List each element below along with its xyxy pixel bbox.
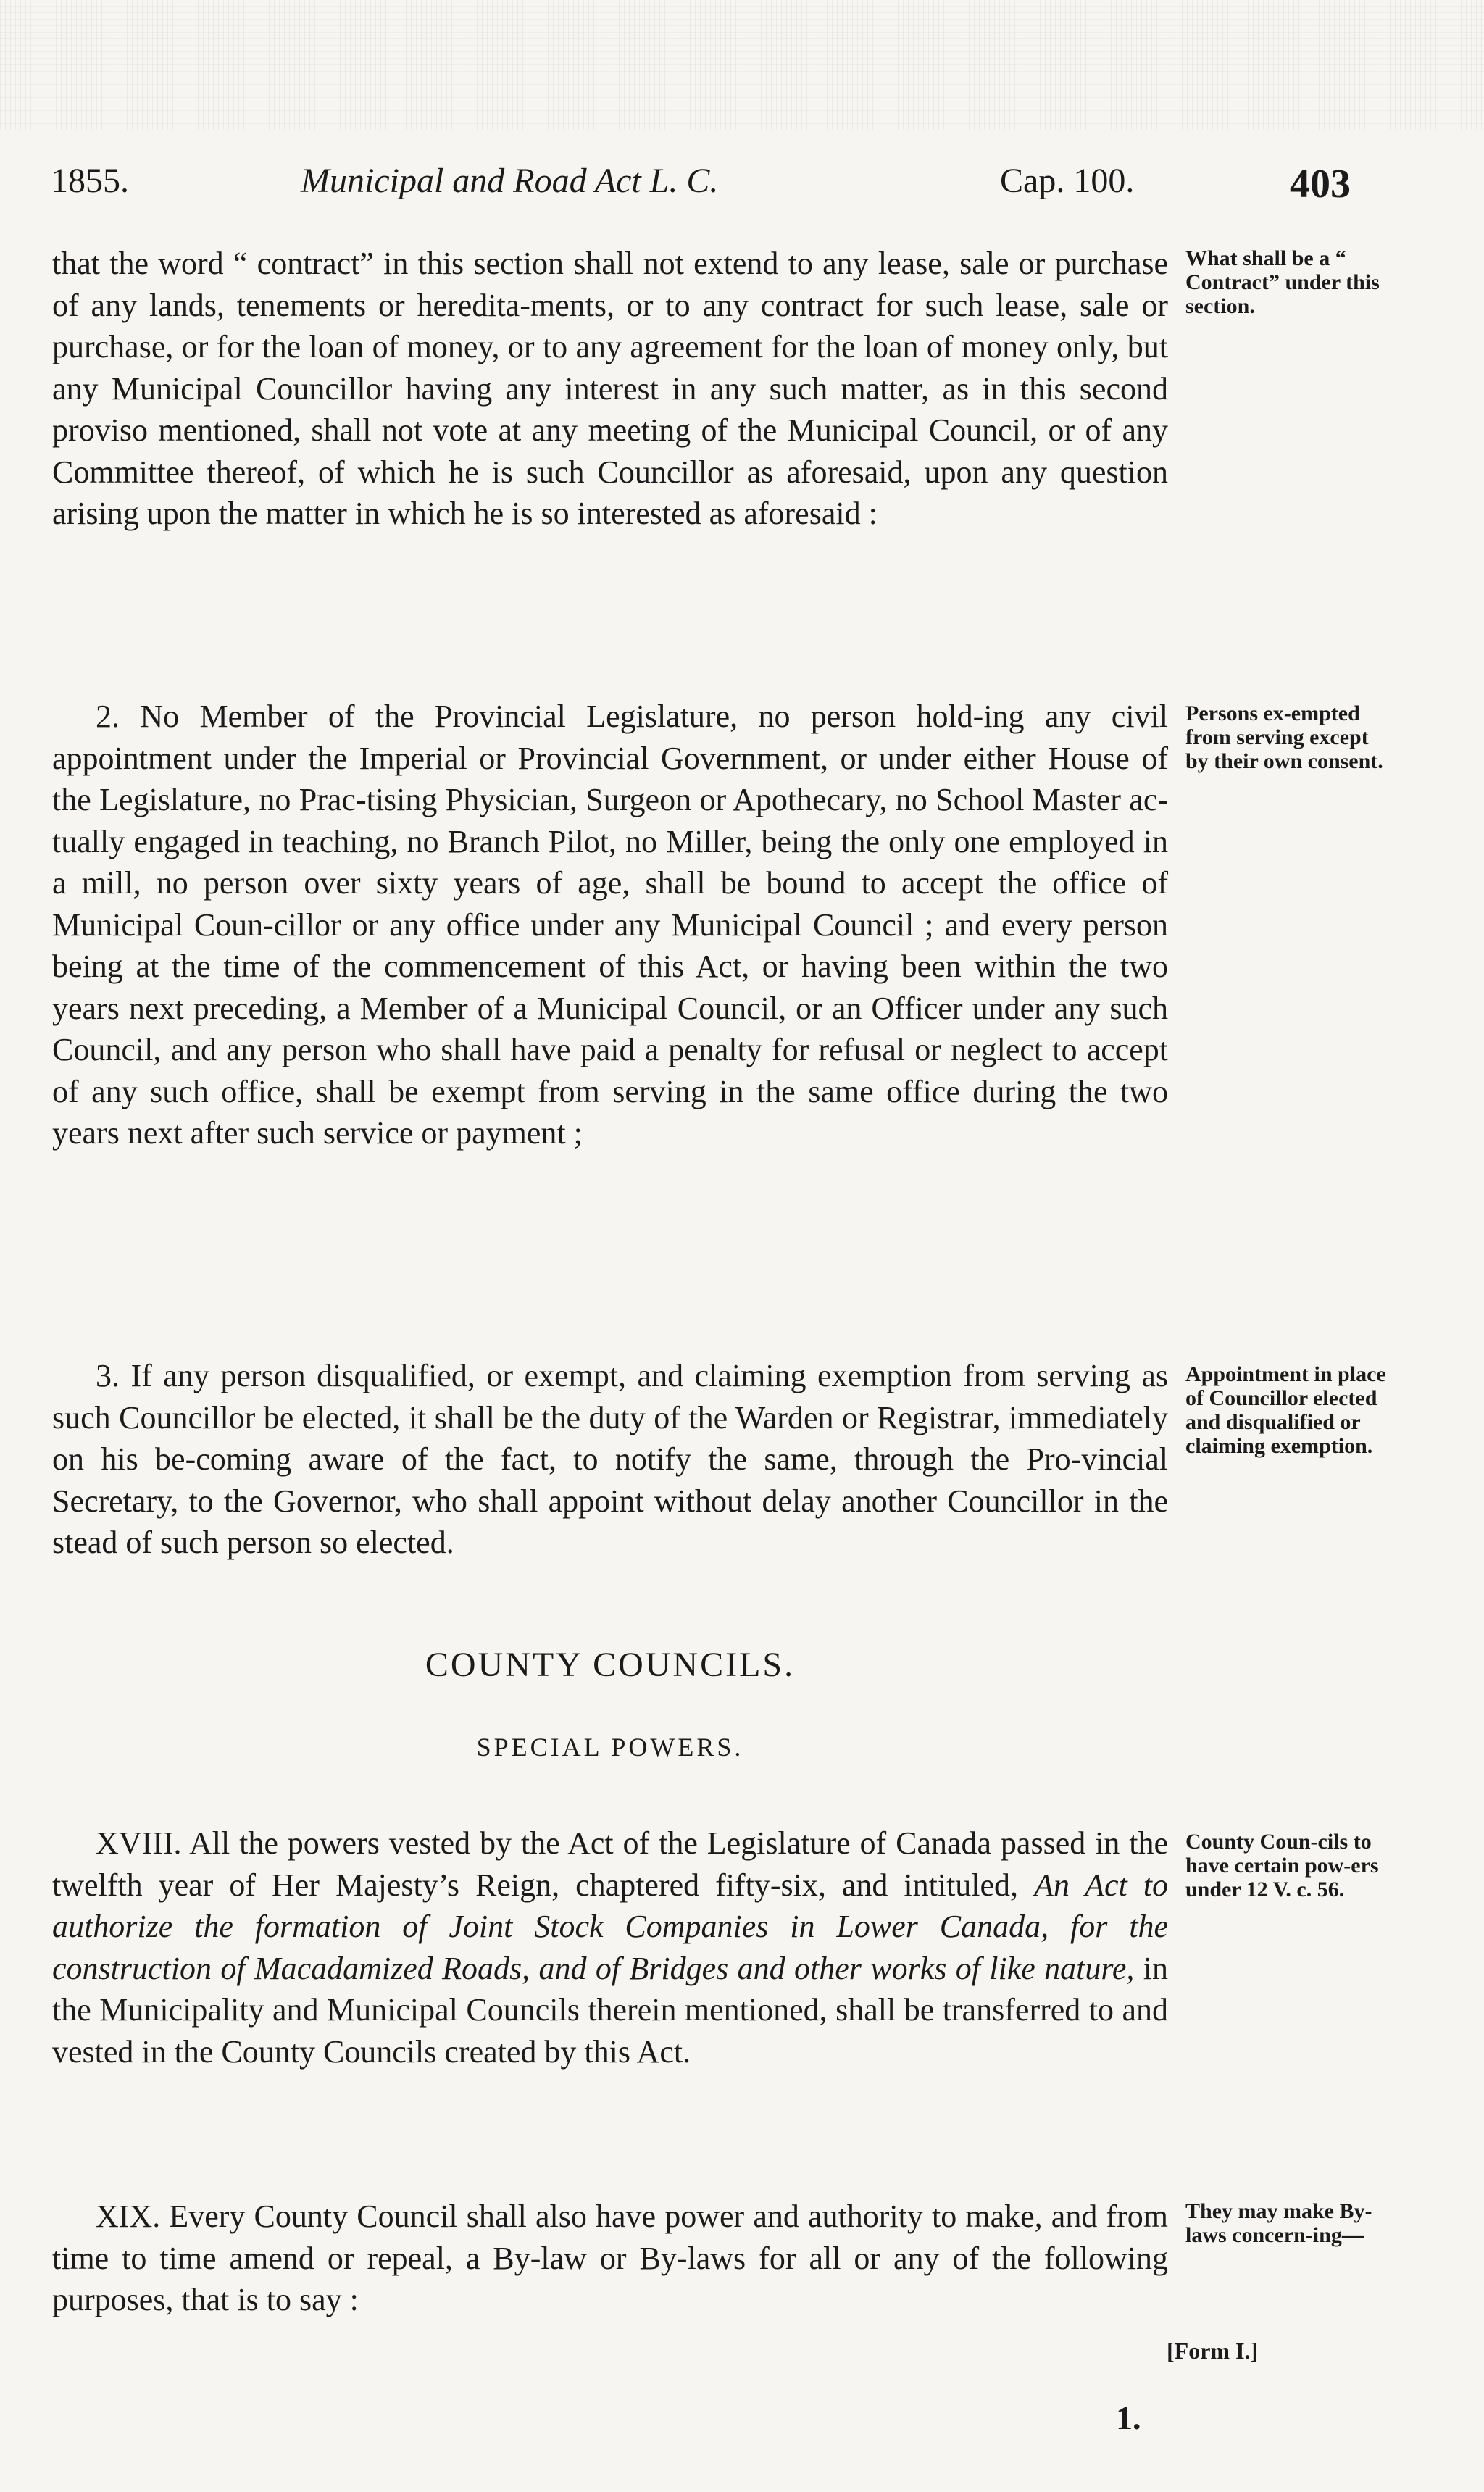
heading-county-councils: COUNTY COUNCILS. [425,1646,796,1684]
paragraph-contract-continuation: that the word “ contract” in this section shall not extend to any lease, sale or purchase of any lands, tenements or heredita-ments, or to any contract for such lease, sale or purchase, or for the loan of money, or to any agreement for the loan of money only, but any Municipal Councillor having any interest in any such matter, as in this second proviso mentioned, shall not vote at any meeting of the Municipal Council, or of any Committee thereof, of which he is such Councillor as aforesaid, upon any question arising upon the matter in which he is so interested as aforesaid : [52,246,1168,531]
next-item-number: 1. [1116,2399,1141,2436]
marginal-note-county-powers: County Coun-cils to have certain pow-ers under 12 V. c. 56. [1185,1830,1379,1901]
paragraph-section-xviii [52,1822,1168,2072]
heading-special-powers: SPECIAL POWERS. [476,1733,744,1762]
paragraph-section-xix: XIX. Every County Council shall also have power and authority to make, and from time to time amend or repeal, a By-law or By-laws for all or any of the following purposes, that is to say : [52,2199,1168,2317]
marginal-note-appointment: Appointment in place of Councillor elected and disqualified or claiming exemption. [1185,1362,1386,1458]
scan-margin [0,0,1484,130]
marginal-note-bylaws: They may make By-laws concern-ing— [1185,2199,1372,2247]
act-title-italic: An Act to authorize the formation of Joint Stock Companies in Lower Canada, for the construction of Macadamized Roads, and of Bridges and other works of like nature, [52,1867,1168,1986]
form-reference: [Form I.] [1167,2338,1259,2364]
page-number: 403 [1290,162,1351,207]
section-xviii-text-start: XVIII. All the powers vested by the Act of the Legislature of Canada passed in the twelfth year of Her Majesty’s Reign, chaptered fifty-six, and intituled, [52,1825,1168,1903]
paragraph-section-3: 3. If any person disqualified, or exempt, and claiming exemption from serving as such Councillor be elected, it shall be the duty of the Warden or Registrar, immediately on his be-coming aware of the fact, to notify the same, through the Pro-vincial Secretary, to the Governor, who shall appoint without delay another Councillor in the stead of such person so elected. [52,1358,1168,1560]
header-title: Municipal and Road Act L. C. [301,162,719,200]
header-year: 1855. [51,162,129,200]
section-xviii-text-end: in the Municipality and Municipal Councils therein mentioned, shall be transferred to and vested in the County Councils created by this Act. [52,1950,1168,2070]
header-chapter: Cap. 100. [1000,162,1135,200]
marginal-note-contract: What shall be a “ Contract” under this section. [1185,246,1380,318]
paragraph-section-2: 2. No Member of the Provincial Legislature, no person hold-ing any civil appointment under the Imperial or Provincial Government, or under either House of the Legislature, no Prac-tising Physician, Surgeon or Apothecary, no School Master ac-tually engaged in teaching, no Branch Pilot, no Miller, being the only one employed in a mill, no person over sixty years of age, shall be bound to accept the office of Municipal Coun-cillor or any office under any Municipal Council ; and every person being at the time of the commencement of this Act, or having been within the two years next preceding, a Member of a Municipal Council, or an Officer under any such Council, and any person who shall have paid a penalty for refusal or neglect to accept of any such office, shall be exempt from serving in the same office during the two years next after such service or payment ; [52,699,1168,1151]
running-header [51,161,1391,212]
marginal-note-exempted: Persons ex-empted from serving except by their own consent. [1185,701,1383,773]
